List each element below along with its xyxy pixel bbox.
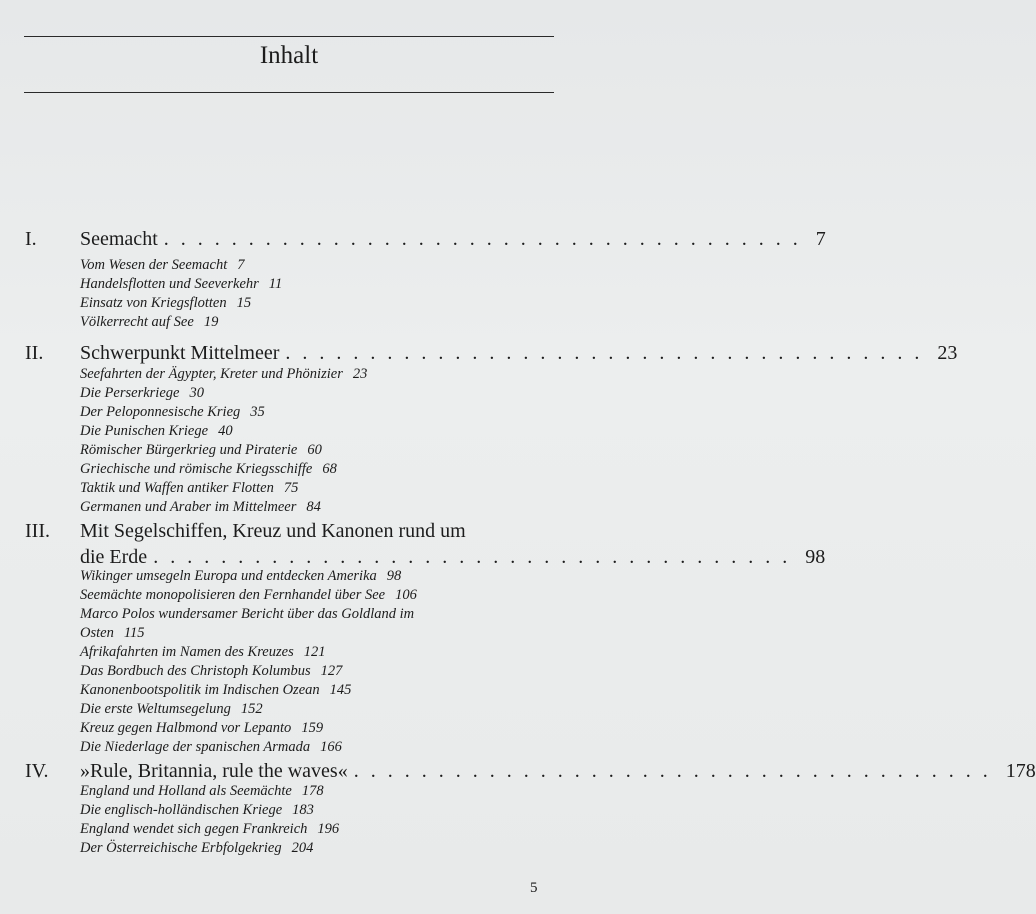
chapter-number: IV. — [25, 760, 49, 782]
list-item[interactable]: Griechische und römische Kriegsschiffe 68 — [80, 461, 337, 477]
leader-dots: ...................................... — [153, 546, 800, 568]
list-item[interactable]: Taktik und Waffen antiker Flotten 75 — [80, 480, 299, 496]
bottom-rule — [24, 92, 554, 93]
chapter-number: III. — [25, 520, 50, 542]
chapter-title-line1: Mit Segelschiffen, Kreuz und Kanonen rund um — [80, 520, 466, 542]
list-item[interactable]: Das Bordbuch des Christoph Kolumbus 127 — [80, 663, 343, 679]
chapter-number: I. — [25, 228, 37, 250]
chapter-heading[interactable] — [80, 226, 826, 252]
chapter-title: Schwerpunkt Mittelmeer — [80, 342, 280, 364]
entry-list — [80, 256, 550, 332]
chapter-title: Seemacht — [80, 228, 158, 250]
top-rule — [24, 36, 554, 37]
page-title: Inhalt — [259, 42, 319, 69]
list-item[interactable]: Die erste Weltumsegelung 152 — [80, 701, 263, 717]
list-item[interactable]: Seemächte monopolisieren den Fernhandel über See 106 — [80, 587, 417, 603]
list-item[interactable]: Kreuz gegen Halbmond vor Lepanto 159 — [80, 720, 324, 736]
leader-dots: ...................................... — [285, 342, 932, 364]
list-item[interactable]: Römischer Bürgerkrieg und Piraterie 60 — [80, 442, 322, 458]
list-item[interactable]: Die Perserkriege 30 — [80, 385, 204, 401]
list-item[interactable]: Vom Wesen der Seemacht 7 — [80, 257, 245, 273]
list-item[interactable]: Wikinger umsegeln Europa und entdecken Amerika 98 — [80, 568, 402, 584]
list-item[interactable]: Marco Polos wundersamer Bericht über das Goldland im — [80, 606, 415, 622]
list-item[interactable]: Germanen und Araber im Mittelmeer 84 — [80, 499, 321, 515]
chapter-page: 7 — [815, 228, 826, 250]
list-item[interactable]: Die Niederlage der spanischen Armada 166 — [80, 739, 342, 755]
page-number: 5 — [530, 880, 538, 896]
chapter-heading[interactable] — [80, 340, 958, 366]
list-item[interactable]: England wendet sich gegen Frankreich 196 — [80, 821, 340, 837]
list-item[interactable]: Handelsflotten und Seeverkehr 11 — [80, 276, 283, 292]
list-item[interactable]: Der Peloponnesische Krieg 35 — [80, 404, 265, 420]
list-item[interactable]: Kanonenbootspolitik im Indischen Ozean 145 — [80, 682, 352, 698]
list-item[interactable]: Die Punischen Kriege 40 — [80, 423, 233, 439]
chapter-page: 178 — [1005, 760, 1036, 782]
leader-dots: ...................................... — [163, 228, 810, 250]
chapter-title-line2: die Erde — [80, 546, 148, 568]
list-item[interactable]: Völkerrecht auf See 19 — [80, 314, 219, 330]
chapter-heading[interactable] — [80, 758, 1036, 784]
entry-list — [80, 567, 550, 757]
chapter-number: II. — [25, 342, 44, 364]
chapter-page: 98 — [805, 546, 826, 568]
list-item[interactable]: England und Holland als Seemächte 178 — [80, 783, 324, 799]
list-item[interactable]: Seefahrten der Ägypter, Kreter und Phönizier 23 — [80, 366, 368, 382]
leader-dots: ...................................... — [353, 760, 1000, 782]
list-item[interactable]: Einsatz von Kriegsflotten 15 — [80, 295, 252, 311]
list-item[interactable]: Afrikafahrten im Namen des Kreuzes 121 — [80, 644, 326, 660]
list-item[interactable]: Der Österreichische Erbfolgekrieg 204 — [80, 840, 314, 856]
chapter-title: »Rule, Britannia, rule the waves« — [80, 760, 348, 782]
entry-list — [80, 365, 550, 517]
list-item[interactable]: Die englisch-holländischen Kriege 183 — [80, 802, 314, 818]
entry-list — [80, 782, 550, 858]
list-item[interactable]: Osten 115 — [80, 625, 145, 641]
chapter-page: 23 — [937, 342, 958, 364]
